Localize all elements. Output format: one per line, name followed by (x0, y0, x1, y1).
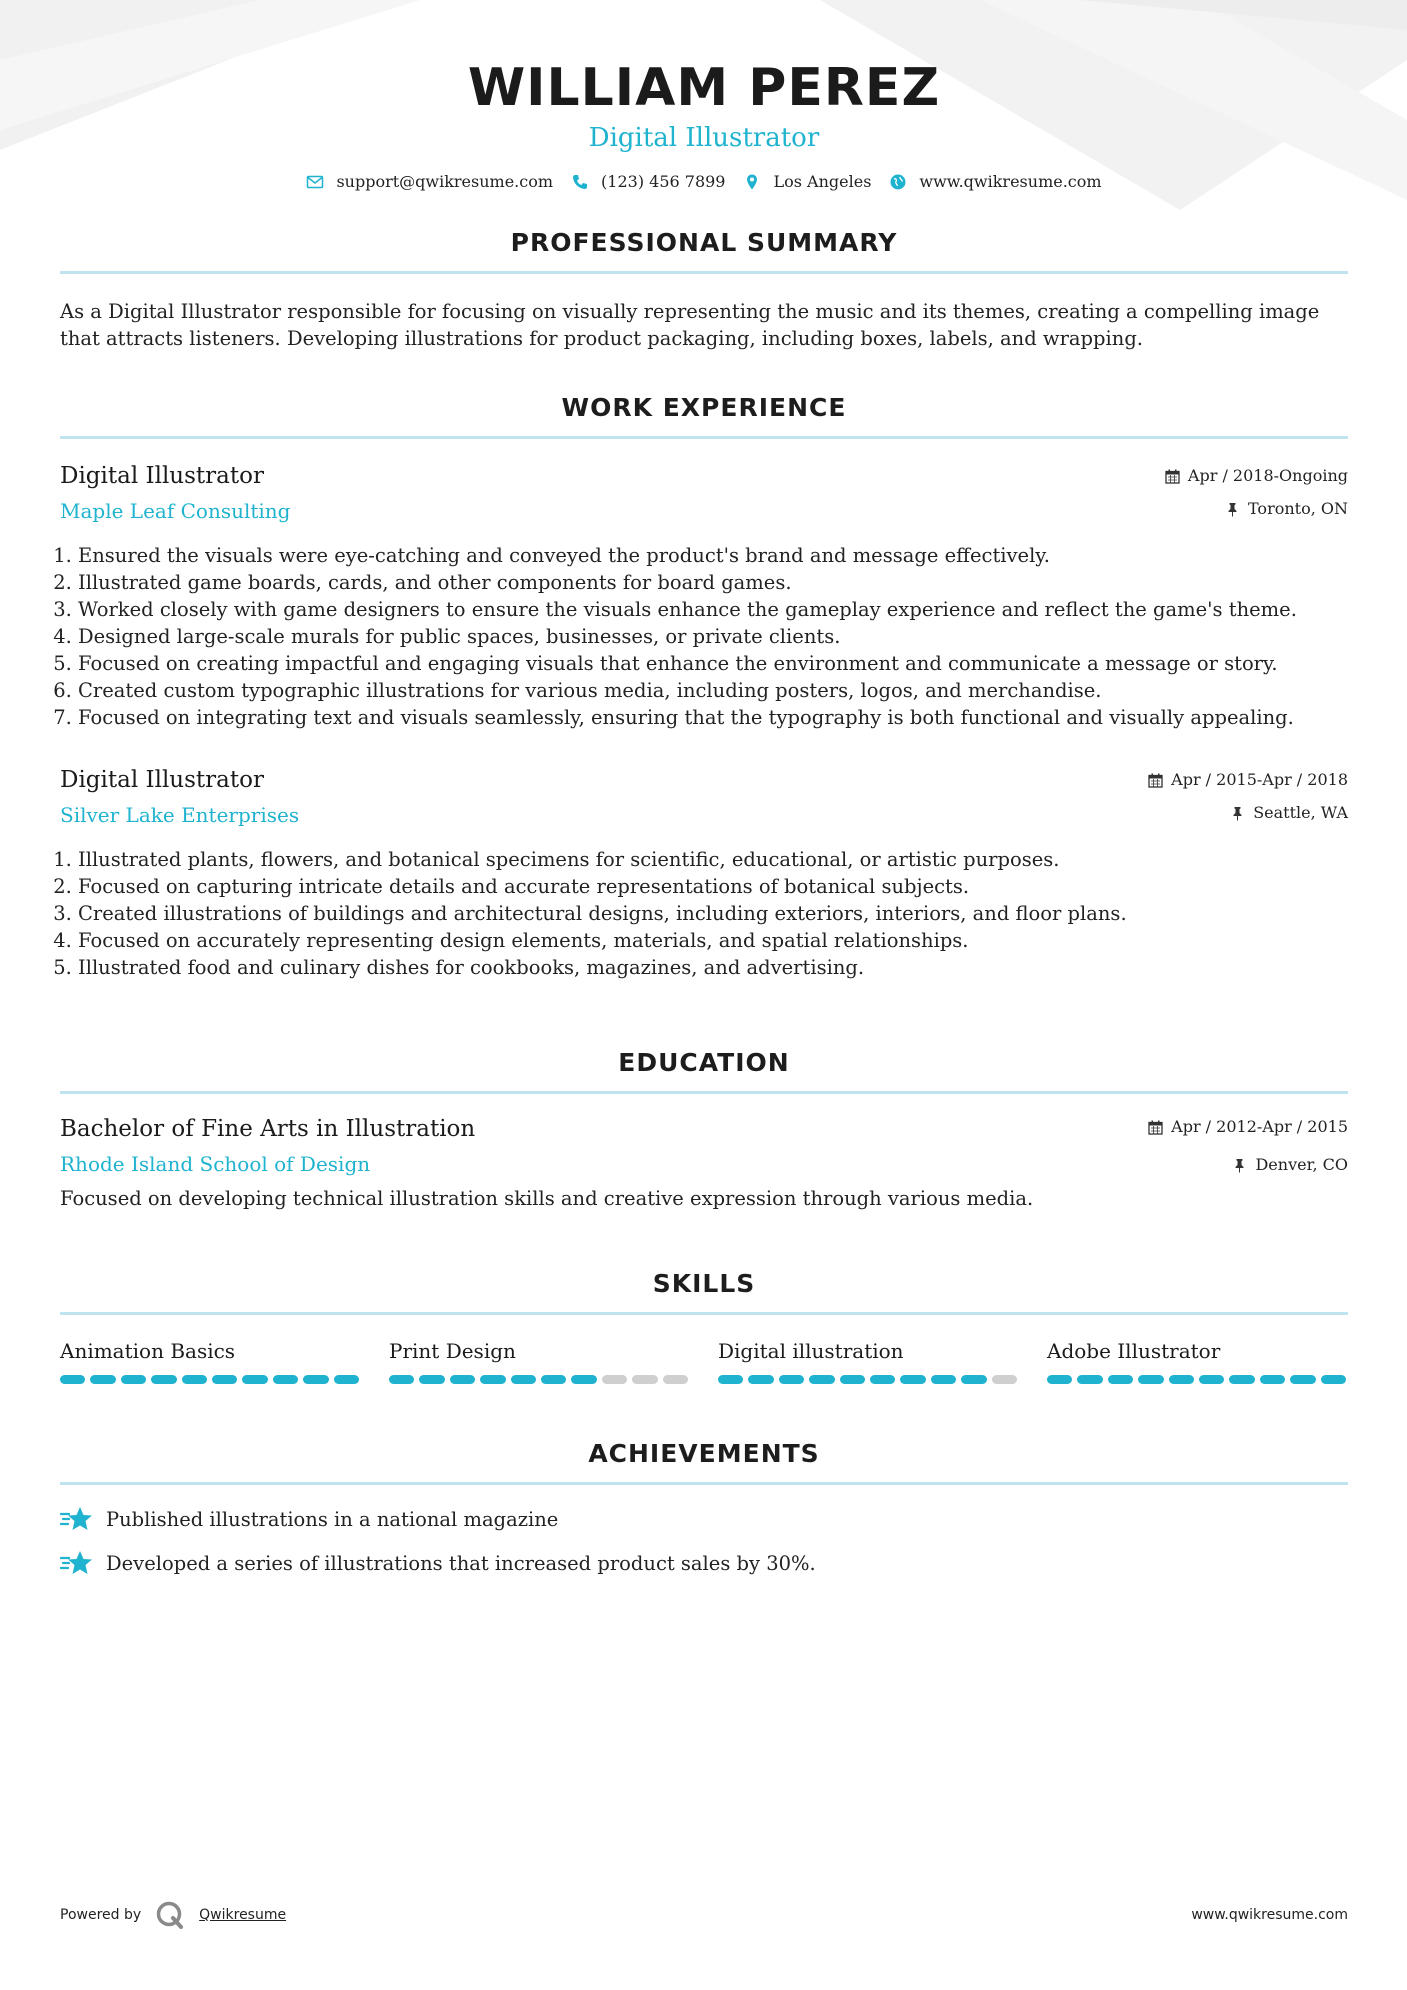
job-bullet: 6. Created custom typographic illustrations for various media, including posters, logos, and merchandise. (78, 677, 1348, 704)
skill-level-bar (1047, 1375, 1346, 1384)
summary-text: As a Digital Illustrator responsible for focusing on visually representing the music and its themes, creating a compelling image that attracts listeners. Developing illustrations for product packaging, including boxes, labels, and wrapping. (60, 300, 1320, 350)
contact-phone-text: (123) 456 7899 (601, 172, 726, 191)
skill-name: Digital illustration (718, 1339, 904, 1363)
qwikresume-logo-icon (155, 1900, 185, 1930)
education-location (1148, 1154, 1348, 1176)
education-location-text: Denver, CO (1255, 1155, 1348, 1174)
skill-segment-filled (182, 1375, 207, 1384)
skill-segment-empty (992, 1375, 1017, 1384)
skill-segment-empty (602, 1375, 627, 1384)
education-meta (1148, 1114, 1348, 1176)
contact-website-text: www.qwikresume.com (919, 172, 1102, 191)
skill-segment-filled (90, 1375, 115, 1384)
skill-level-bar (60, 1375, 359, 1384)
skill-segment-filled (718, 1375, 743, 1384)
qwikresume-link[interactable]: Qwikresume (199, 1907, 287, 1923)
skill-segment-filled (1077, 1375, 1102, 1384)
job-bullet: 4. Focused on accurately representing design elements, materials, and spatial relationships. (78, 927, 1348, 954)
skill-segment-filled (303, 1375, 328, 1384)
job-title: Digital Illustrator (60, 463, 264, 489)
experience-heading: WORK EXPERIENCE (561, 393, 847, 422)
skill-segment-filled (450, 1375, 475, 1384)
education-date (1148, 1116, 1348, 1138)
job-location (1165, 498, 1348, 520)
job-meta (1165, 461, 1348, 520)
skills-section (60, 1266, 1348, 1384)
experience-section (60, 390, 1348, 981)
skill-segment-filled (60, 1375, 85, 1384)
pushpin-icon (1230, 806, 1245, 821)
job-bullet: 4. Designed large-scale murals for public spaces, businesses, or private clients. (78, 623, 1348, 650)
skill-segment-filled (1138, 1375, 1163, 1384)
skill-segment-filled (1047, 1375, 1072, 1384)
skill-level-bar (718, 1375, 1017, 1384)
skill-segment-filled (151, 1375, 176, 1384)
skill-segment-filled (121, 1375, 146, 1384)
skill-segment-filled (511, 1375, 536, 1384)
skill-segment-filled (541, 1375, 566, 1384)
school-name: Rhode Island School of Design (60, 1152, 371, 1176)
contact-bar (60, 172, 1348, 191)
contact-phone[interactable] (571, 172, 725, 191)
job-date-text: Apr / 2015-Apr / 2018 (1171, 770, 1348, 789)
resume-header (60, 0, 1348, 191)
skill-segment-filled (1229, 1375, 1254, 1384)
job-bullet: 2. Illustrated game boards, cards, and other components for board games. (78, 569, 1348, 596)
job-bullet: 3. Created illustrations of buildings and architectural designs, including exteriors, interiors, and floor plans. (78, 900, 1348, 927)
job-company: Silver Lake Enterprises (60, 803, 300, 827)
skill-name: Animation Basics (60, 1339, 236, 1363)
achievements-list (60, 1505, 1348, 1577)
skill-segment-filled (809, 1375, 834, 1384)
skill-segment-filled (900, 1375, 925, 1384)
skill-name: Print Design (389, 1339, 516, 1363)
calendar-icon (1148, 1120, 1163, 1135)
education-section (60, 1045, 1348, 1212)
pushpin-icon (1232, 1158, 1247, 1173)
job-header (60, 461, 1348, 526)
skill-name: Adobe Illustrator (1047, 1339, 1221, 1363)
skill-segment-filled (1169, 1375, 1194, 1384)
summary-heading: PROFESSIONAL SUMMARY (510, 228, 898, 257)
job-location-text: Toronto, ON (1248, 499, 1348, 518)
calendar-icon (1165, 469, 1180, 484)
resume-page (60, 0, 1348, 1577)
section-divider (60, 1091, 1348, 1094)
pushpin-icon (1225, 502, 1240, 517)
job-bullets (60, 542, 1348, 731)
skill-segment-filled (1321, 1375, 1346, 1384)
education-description: Focused on developing technical illustration skills and creative expression through various media. (60, 1187, 1034, 1210)
job-bullet: 3. Worked closely with game designers to ensure the visuals enhance the gameplay experience and reflect the game's theme. (78, 596, 1348, 623)
skill-segment-filled (1260, 1375, 1285, 1384)
job-date (1165, 465, 1348, 487)
phone-icon (571, 173, 589, 191)
job-bullet: 2. Focused on capturing intricate details and accurate representations of botanical subjects. (78, 873, 1348, 900)
section-divider (60, 436, 1348, 439)
education-entry (60, 1114, 1348, 1212)
skill-item (60, 1337, 359, 1384)
education-date-text: Apr / 2012-Apr / 2015 (1171, 1117, 1348, 1136)
education-header (60, 1114, 1348, 1179)
skill-segment-filled (273, 1375, 298, 1384)
skill-item (1047, 1337, 1346, 1384)
job-bullet: 7. Focused on integrating text and visuals seamlessly, ensuring that the typography is both functional and visually appealing. (78, 704, 1348, 731)
job-title: Digital Illustrator (60, 767, 264, 793)
candidate-role: Digital Illustrator (588, 123, 820, 153)
job-meta (1148, 765, 1348, 824)
achievements-section (60, 1436, 1348, 1577)
skill-segment-empty (632, 1375, 657, 1384)
skill-segment-filled (212, 1375, 237, 1384)
skill-segment-filled (571, 1375, 596, 1384)
section-divider (60, 1312, 1348, 1315)
degree-title: Bachelor of Fine Arts in Illustration (60, 1116, 476, 1142)
skill-item (718, 1337, 1017, 1384)
skill-level-bar (389, 1375, 688, 1384)
job-date-text: Apr / 2018-Ongoing (1187, 466, 1348, 485)
candidate-name: WILLIAM PEREZ (467, 58, 941, 118)
job-bullet: 1. Ensured the visuals were eye-catching and conveyed the product's brand and message effectively. (78, 542, 1348, 569)
page-footer (60, 1900, 1348, 1930)
calendar-icon (1148, 773, 1163, 788)
star-icon (60, 1505, 94, 1533)
globe-icon (889, 173, 907, 191)
skill-segment-filled (961, 1375, 986, 1384)
summary-section (60, 225, 1348, 352)
skill-segment-filled (748, 1375, 773, 1384)
skill-segment-filled (1199, 1375, 1224, 1384)
job-bullet: 1. Illustrated plants, flowers, and botanical specimens for scientific, educational, or artistic purposes. (78, 846, 1348, 873)
job-entry (60, 461, 1348, 731)
skill-segment-filled (779, 1375, 804, 1384)
skill-segment-filled (1108, 1375, 1133, 1384)
skill-item (389, 1337, 688, 1384)
job-location-text: Seattle, WA (1253, 803, 1348, 822)
contact-website[interactable] (889, 172, 1101, 191)
skill-segment-filled (840, 1375, 865, 1384)
skill-segment-filled (870, 1375, 895, 1384)
skills-heading: SKILLS (652, 1269, 756, 1298)
job-date (1148, 769, 1348, 791)
skill-segment-filled (480, 1375, 505, 1384)
envelope-icon (306, 173, 324, 191)
footer-branding (60, 1900, 286, 1930)
achievement-text: Developed a series of illustrations that increased product sales by 30%. (106, 1551, 816, 1575)
footer-website[interactable]: www.qwikresume.com (1191, 1907, 1348, 1923)
achievement-item (60, 1549, 1348, 1577)
achievement-item (60, 1505, 1348, 1533)
job-bullets (60, 846, 1348, 981)
job-header (60, 765, 1348, 830)
achievements-heading: ACHIEVEMENTS (588, 1439, 820, 1468)
achievement-text: Published illustrations in a national magazine (106, 1507, 559, 1531)
job-company: Maple Leaf Consulting (60, 499, 291, 523)
powered-by-label: Powered by (60, 1907, 142, 1923)
skill-segment-filled (334, 1375, 359, 1384)
contact-email-text: support@qwikresume.com (336, 172, 554, 191)
section-divider (60, 1482, 1348, 1485)
job-location (1148, 802, 1348, 824)
job-bullet: 5. Focused on creating impactful and engaging visuals that enhance the environment and communicate a message or story. (78, 650, 1348, 677)
skill-segment-filled (419, 1375, 444, 1384)
skill-segment-filled (931, 1375, 956, 1384)
education-heading: EDUCATION (618, 1048, 790, 1077)
skill-segment-filled (1290, 1375, 1315, 1384)
section-divider (60, 271, 1348, 274)
skill-segment-filled (242, 1375, 267, 1384)
skill-segment-filled (389, 1375, 414, 1384)
contact-location (743, 172, 871, 191)
star-icon (60, 1549, 94, 1577)
job-bullet: 5. Illustrated food and culinary dishes for cookbooks, magazines, and advertising. (78, 954, 1348, 981)
contact-email[interactable] (306, 172, 553, 191)
skills-list (60, 1337, 1348, 1384)
map-pin-icon (743, 173, 761, 191)
contact-location-text: Los Angeles (773, 172, 872, 191)
job-entry (60, 765, 1348, 981)
skill-segment-empty (663, 1375, 688, 1384)
